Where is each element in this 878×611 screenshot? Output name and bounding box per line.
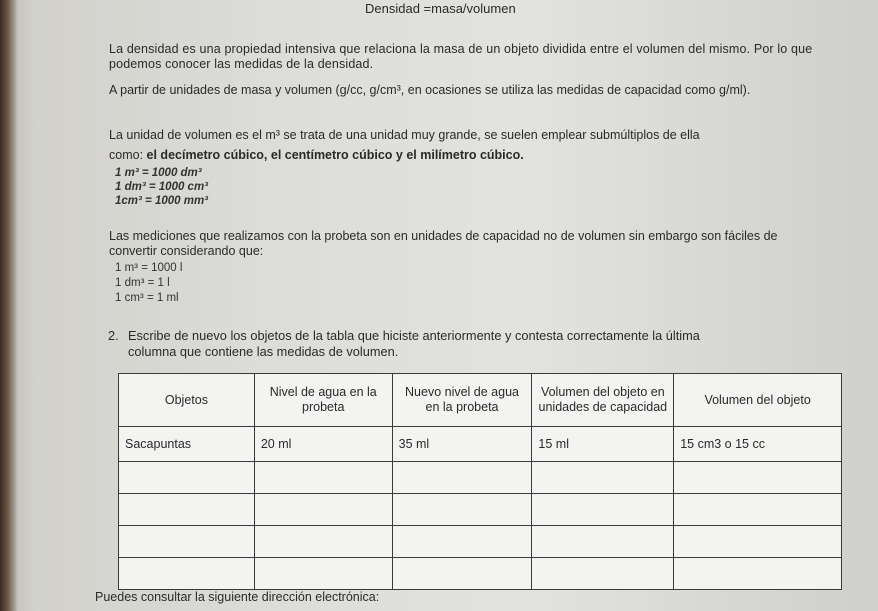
volume-unit-paragraph: La unidad de volumen es el m³ se trata de una unidad muy grande, se suelen emplear submúltiplos de ella xyxy=(109,128,700,142)
table-cell[interactable] xyxy=(254,526,392,558)
capacity-paragraph: Las mediciones que realizamos con la probeta son en unidades de capacidad no de volumen sin embargo son fáciles de convertir considerando que: xyxy=(109,229,778,258)
table-cell[interactable] xyxy=(119,494,255,526)
question-text-line1: Escribe de nuevo los objetos de la tabla que hiciste anteriormente y contesta correctamente la última xyxy=(128,328,700,343)
table-row xyxy=(119,558,842,590)
submultiples-intro: como: xyxy=(109,148,144,162)
table-cell[interactable] xyxy=(254,462,392,494)
table-cell[interactable]: Sacapuntas xyxy=(119,427,255,462)
table-cell[interactable] xyxy=(674,526,842,558)
submultiples-list: el decímetro cúbico, el centímetro cúbico y el milímetro cúbico. xyxy=(146,148,524,162)
header-objetos: Objetos xyxy=(119,374,255,427)
table-cell[interactable] xyxy=(532,494,674,526)
footer-text: Puedes consultar la siguiente dirección electrónica: xyxy=(95,590,380,604)
table-cell[interactable]: 35 ml xyxy=(392,427,532,462)
table-row xyxy=(119,427,842,462)
volume-equivalence: 1cm³ = 1000 mm³ xyxy=(115,195,209,207)
volume-table xyxy=(118,373,842,590)
table-cell[interactable] xyxy=(392,494,532,526)
volume-equivalence: 1 dm³ = 1000 cm³ xyxy=(115,181,209,193)
table-header-row xyxy=(119,374,842,427)
question-number: 2. xyxy=(108,328,119,343)
table-cell[interactable] xyxy=(674,494,842,526)
units-paragraph: A partir de unidades de masa y volumen (g/cc, g/cm³, en ocasiones se utiliza las medidas de capacidad como g/ml). xyxy=(109,83,751,97)
table-cell[interactable] xyxy=(254,494,392,526)
header-nivel-agua: Nivel de agua en la probeta xyxy=(254,374,392,427)
capacity-equivalence: 1 cm³ = 1 ml xyxy=(115,292,179,304)
table-cell[interactable] xyxy=(119,558,255,590)
density-definition-paragraph: La densidad es una propiedad intensiva que relaciona la masa de un objeto dividida entre el volumen del mismo. Por lo que podemos conocer las medidas de la densidad. xyxy=(109,42,813,71)
table-cell[interactable] xyxy=(532,462,674,494)
submultiples-line xyxy=(109,148,524,162)
table-cell[interactable] xyxy=(392,462,532,494)
header-nuevo-nivel: Nuevo nivel de agua en la probeta xyxy=(392,374,532,427)
table-cell[interactable] xyxy=(532,558,674,590)
table-cell[interactable]: 15 cm3 o 15 cc xyxy=(674,427,842,462)
table-cell[interactable] xyxy=(532,526,674,558)
table-cell[interactable] xyxy=(392,526,532,558)
capacity-equivalence: 1 dm³ = 1 l xyxy=(115,277,170,289)
page-title: Densidad =masa/volumen xyxy=(365,1,516,16)
table-cell[interactable] xyxy=(674,462,842,494)
table-cell[interactable]: 15 ml xyxy=(532,427,674,462)
table-cell[interactable] xyxy=(254,558,392,590)
table-cell[interactable] xyxy=(392,558,532,590)
volume-equivalence: 1 m³ = 1000 dm³ xyxy=(115,167,202,179)
capacity-equivalence: 1 m³ = 1000 l xyxy=(115,262,183,274)
question-text-line2: columna que contiene las medidas de volumen. xyxy=(128,344,399,359)
header-volumen-objeto: Volumen del objeto xyxy=(674,374,842,427)
table-row xyxy=(119,494,842,526)
table-row xyxy=(119,462,842,494)
question-2 xyxy=(108,328,700,360)
table-cell[interactable]: 20 ml xyxy=(254,427,392,462)
table-cell[interactable] xyxy=(119,462,255,494)
header-volumen-capacidad: Volumen del objeto en unidades de capacidad xyxy=(532,374,674,427)
table-cell[interactable] xyxy=(119,526,255,558)
table-row xyxy=(119,526,842,558)
table-cell[interactable] xyxy=(674,558,842,590)
